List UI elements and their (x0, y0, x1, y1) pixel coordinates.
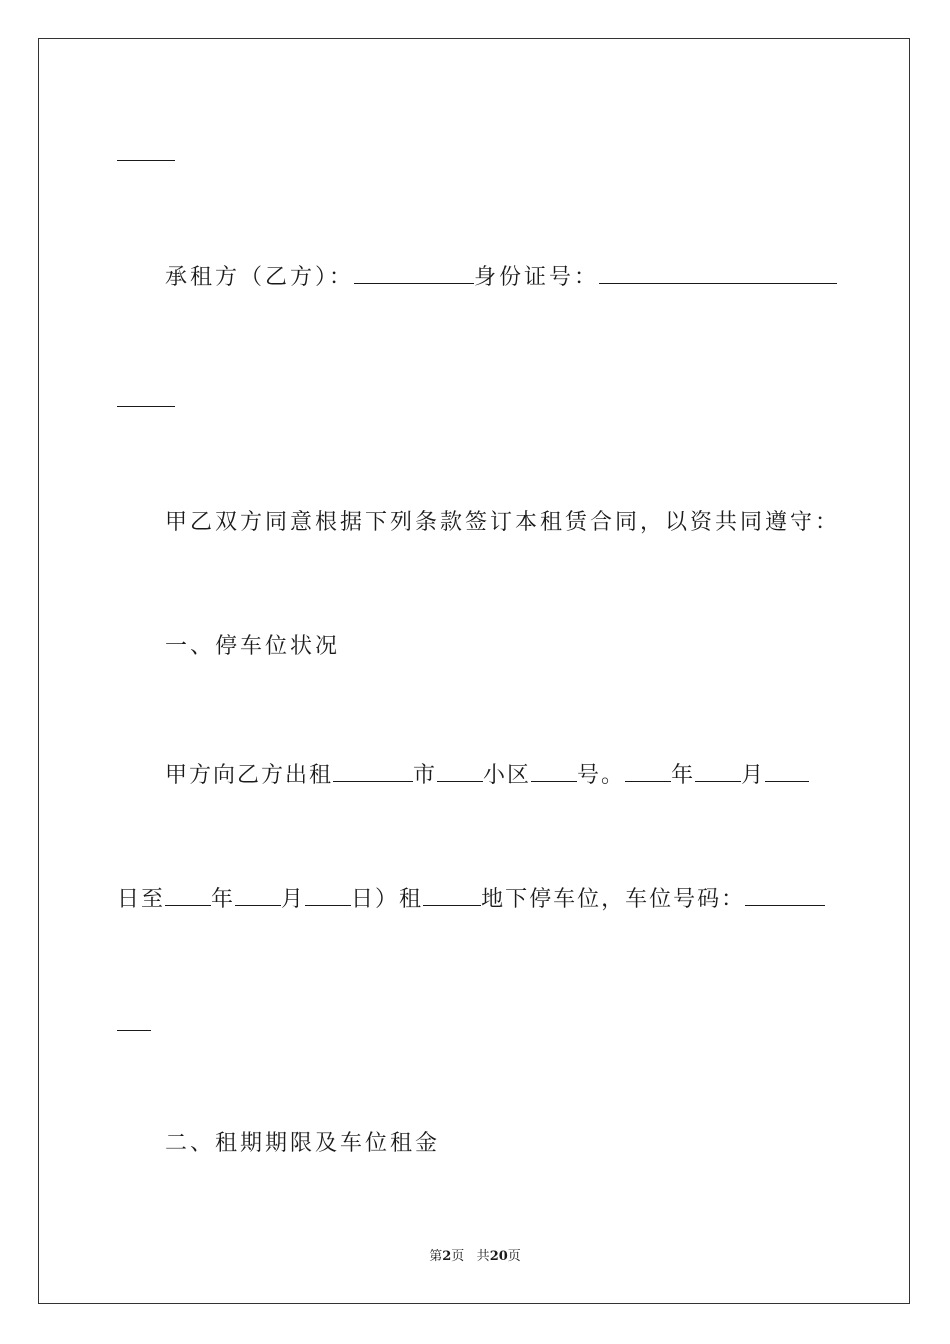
end-month-blank[interactable] (235, 885, 281, 906)
rent-line-1 (165, 761, 809, 787)
start-year-blank[interactable] (625, 761, 671, 782)
page-border (38, 38, 910, 1304)
rent-text-city: 市 (413, 763, 438, 788)
start-month-blank[interactable] (695, 761, 741, 782)
continuation-blank-top (117, 160, 175, 161)
renter-line (165, 263, 837, 289)
end-year-blank[interactable] (165, 885, 211, 906)
rent-text-a: 甲方向乙方出租 (165, 763, 334, 788)
footer-total-prefix: 共 (476, 1249, 490, 1264)
id-label: 身份证号： (474, 265, 600, 290)
rent-text-day2: 日）租 (351, 887, 424, 912)
footer-page-number: 2 (442, 1249, 452, 1264)
footer-page-prefix: 第 (429, 1249, 443, 1264)
rent-text-month2: 月 (281, 887, 306, 912)
agreement-text: 甲乙双方同意根据下列条款签订本租赁合同，以资共同遵守： (165, 510, 841, 535)
community-blank[interactable] (437, 761, 483, 782)
rent-text-year: 年 (671, 763, 696, 788)
renter-name-blank[interactable] (354, 263, 474, 284)
city-blank[interactable] (333, 761, 413, 782)
parking-area-blank[interactable] (423, 885, 481, 906)
number-blank[interactable] (531, 761, 577, 782)
continuation-blank-2 (117, 406, 175, 407)
page-footer (0, 1250, 950, 1263)
rent-line-2 (117, 885, 825, 911)
footer-total-number: 20 (489, 1249, 508, 1264)
section1-title: 一、停车位状况 (165, 634, 341, 659)
continuation-blank-3 (117, 1030, 151, 1031)
renter-label: 承租方（乙方）： (165, 265, 355, 290)
rent-text-until: 日至 (117, 887, 166, 912)
rent-text-spot-number: 地下停车位，车位号码： (481, 887, 746, 912)
rent-text-month: 月 (741, 763, 766, 788)
footer-page-suffix: 页 (451, 1249, 465, 1264)
start-day-blank[interactable] (765, 761, 809, 782)
section2-title: 二、租期期限及车位租金 (165, 1131, 441, 1156)
rent-text-year2: 年 (211, 887, 236, 912)
spot-number-blank[interactable] (745, 885, 825, 906)
rent-text-community: 小区 (483, 763, 532, 788)
rent-text-number: 号。 (577, 763, 626, 788)
end-day-blank[interactable] (305, 885, 351, 906)
id-number-blank[interactable] (599, 263, 837, 284)
footer-total-suffix: 页 (507, 1249, 521, 1264)
